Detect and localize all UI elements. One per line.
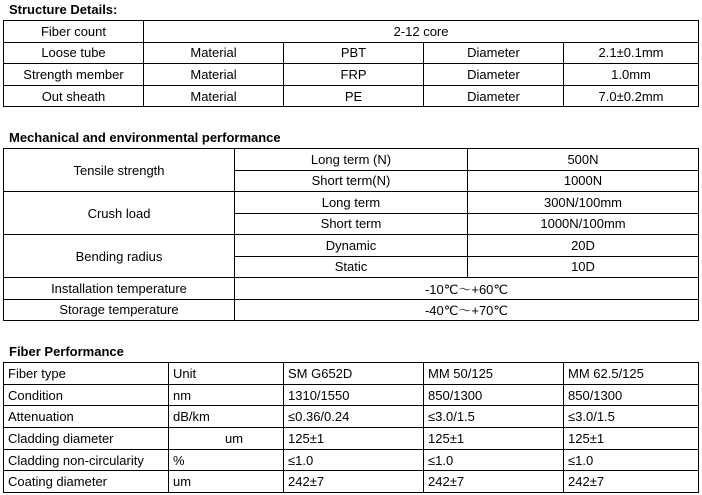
- sm-value: ≤0.36/0.24: [284, 406, 424, 428]
- storage-temp-value: -40℃～+70℃: [235, 299, 699, 321]
- fiber-count-label: Fiber count: [4, 21, 144, 43]
- mm62-value: 242±7: [564, 471, 699, 493]
- header-unit: Unit: [169, 363, 284, 385]
- diameter-value: 7.0±0.2mm: [564, 85, 699, 107]
- mm62-value: ≤3.0/1.5: [564, 406, 699, 428]
- material-label: Material: [144, 64, 284, 86]
- bending-label: Bending radius: [4, 235, 235, 278]
- sm-value: 242±7: [284, 471, 424, 493]
- tensile-long-value: 500N: [468, 149, 699, 171]
- param-name: Coating diameter: [4, 471, 169, 493]
- table-row: [4, 449, 699, 471]
- component-name: Out sheath: [4, 85, 144, 107]
- param-unit: um: [225, 430, 244, 446]
- bending-static-label: Static: [235, 256, 468, 278]
- table-row: [4, 299, 699, 321]
- diameter-value: 1.0mm: [564, 64, 699, 86]
- material-value: PE: [284, 85, 424, 107]
- structure-table: [3, 20, 699, 107]
- table-header-row: [4, 363, 699, 385]
- material-value: FRP: [284, 64, 424, 86]
- mm50-value: 125±1: [424, 428, 564, 450]
- fiber-count-value: 2-12 core: [144, 21, 699, 43]
- table-row: [4, 192, 699, 214]
- crush-long-value: 300N/100mm: [468, 192, 699, 214]
- component-name: Loose tube: [4, 42, 144, 64]
- mm62-value: 125±1: [564, 428, 699, 450]
- param-unit: %: [169, 449, 284, 471]
- param-unit: nm: [169, 384, 284, 406]
- tensile-label: Tensile strength: [4, 149, 235, 192]
- sm-value: ≤1.0: [284, 449, 424, 471]
- table-row: [4, 42, 699, 64]
- tensile-short-label: Short term(N): [235, 170, 468, 192]
- sm-value: 1310/1550: [284, 384, 424, 406]
- sm-value: 125±1: [284, 428, 424, 450]
- param-name: Cladding diameter: [4, 428, 169, 450]
- table-row: [4, 278, 699, 300]
- table-row: [4, 406, 699, 428]
- mm50-value: ≤1.0: [424, 449, 564, 471]
- component-name: Strength member: [4, 64, 144, 86]
- mm50-value: 242±7: [424, 471, 564, 493]
- crush-short-value: 1000N/100mm: [468, 213, 699, 235]
- table-row: [4, 64, 699, 86]
- header-fiber-type: Fiber type: [4, 363, 169, 385]
- tensile-long-label: Long term (N): [235, 149, 468, 171]
- material-label: Material: [144, 85, 284, 107]
- tensile-short-value: 1000N: [468, 170, 699, 192]
- mm50-value: 850/1300: [424, 384, 564, 406]
- header-sm: SM G652D: [284, 363, 424, 385]
- mm62-value: ≤1.0: [564, 449, 699, 471]
- bending-dynamic-value: 20D: [468, 235, 699, 257]
- table-row: [4, 428, 699, 450]
- structure-heading: Structure Details:: [9, 2, 118, 17]
- table-row: [4, 85, 699, 107]
- diameter-value: 2.1±0.1mm: [564, 42, 699, 64]
- table-row: [4, 384, 699, 406]
- mechanical-table: [3, 148, 699, 321]
- crush-short-label: Short term: [235, 213, 468, 235]
- bending-dynamic-label: Dynamic: [235, 235, 468, 257]
- fiber-table: [3, 362, 699, 493]
- diameter-label: Diameter: [424, 64, 564, 86]
- diameter-label: Diameter: [424, 42, 564, 64]
- table-row: [4, 149, 699, 171]
- crush-long-label: Long term: [235, 192, 468, 214]
- crush-label: Crush load: [4, 192, 235, 235]
- material-value: PBT: [284, 42, 424, 64]
- table-row: [4, 471, 699, 493]
- installation-temp-value: -10℃～+60℃: [235, 278, 699, 300]
- storage-temp-label: Storage temperature: [4, 299, 235, 321]
- header-mm50: MM 50/125: [424, 363, 564, 385]
- table-row: [4, 21, 699, 43]
- mechanical-heading: Mechanical and environmental performance: [9, 130, 281, 145]
- param-name: Cladding non-circularity: [4, 449, 169, 471]
- bending-static-value: 10D: [468, 256, 699, 278]
- param-name: Attenuation: [4, 406, 169, 428]
- diameter-label: Diameter: [424, 85, 564, 107]
- param-unit: um: [169, 471, 284, 493]
- mm50-value: ≤3.0/1.5: [424, 406, 564, 428]
- installation-temp-label: Installation temperature: [4, 278, 235, 300]
- table-row: [4, 235, 699, 257]
- header-mm62: MM 62.5/125: [564, 363, 699, 385]
- fiber-heading: Fiber Performance: [9, 344, 124, 359]
- param-unit-cell: [169, 428, 284, 450]
- mm62-value: 850/1300: [564, 384, 699, 406]
- material-label: Material: [144, 42, 284, 64]
- param-unit: dB/km: [169, 406, 284, 428]
- param-name: Condition: [4, 384, 169, 406]
